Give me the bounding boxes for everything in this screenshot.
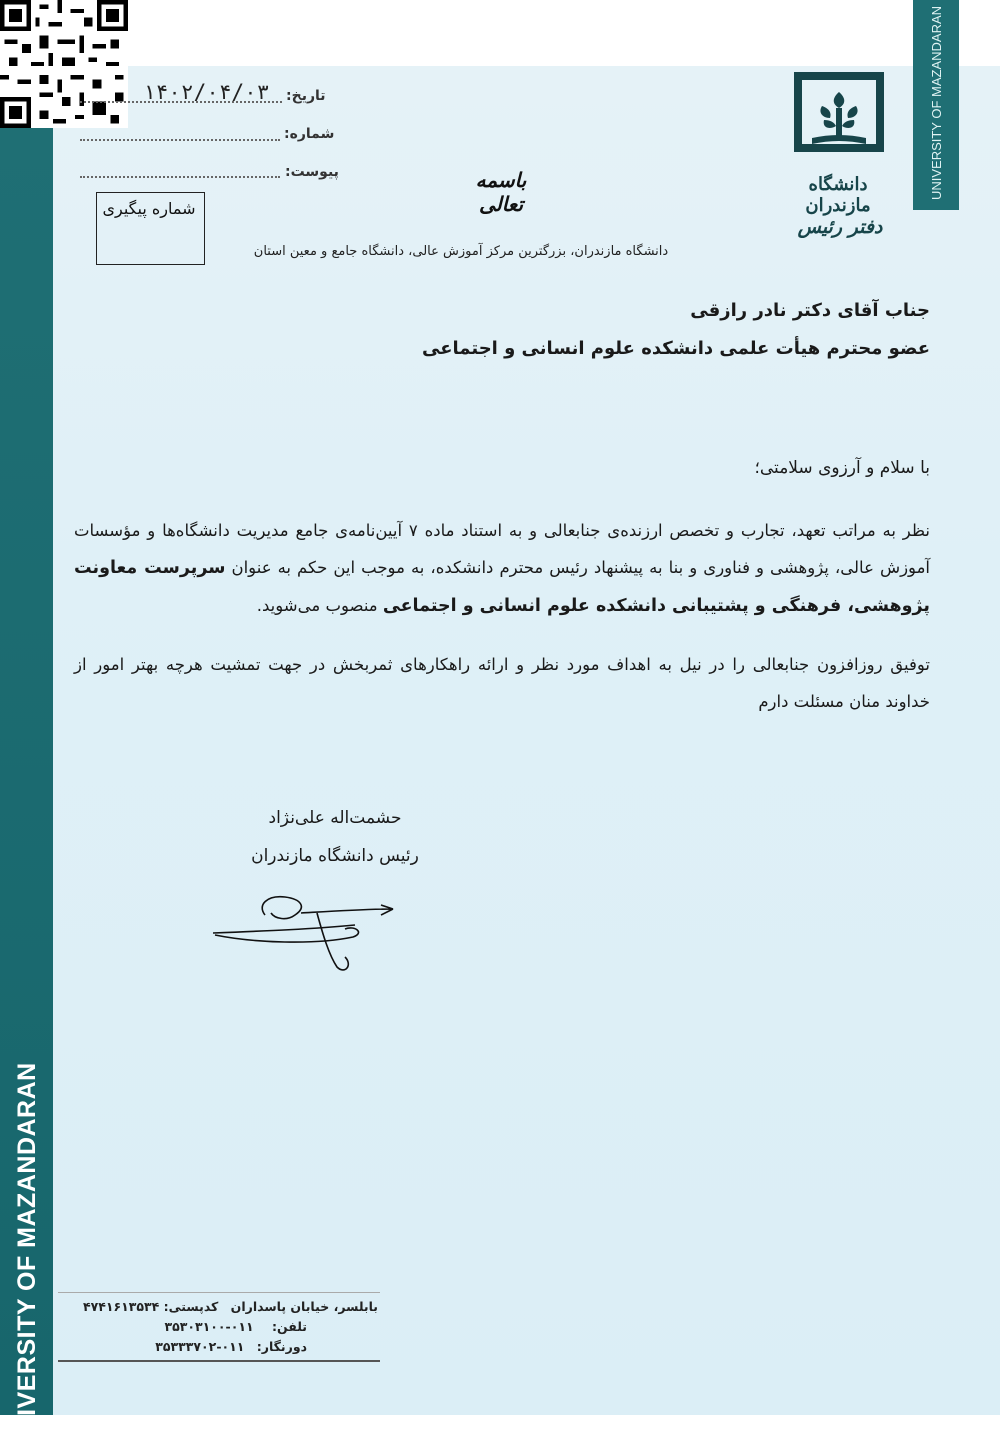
recipient-title: عضو محترم هیأت علمی دانشکده علوم انسانی و اجتماعی: [422, 338, 930, 359]
signer-title: رئیس دانشگاه مازندران: [251, 846, 419, 866]
footer-phone-label: تلفن:: [271, 1319, 307, 1334]
footer-address: بابلسر، خیابان پاسداران: [230, 1299, 378, 1314]
number-label: شماره:: [284, 126, 335, 142]
logo-office-title: دفتر رئیس: [797, 216, 883, 238]
left-brand-bar: [0, 128, 53, 1453]
right-brand-bar: [913, 0, 959, 210]
attachment-label: پیوست:: [285, 164, 339, 180]
tracking-number-box: [96, 192, 205, 265]
top-white-band: [0, 0, 1000, 66]
recipient-name: جناب آقای دکتر نادر رازقی: [690, 300, 930, 321]
university-slogan: دانشگاه مازندران، بزرگترین مرکز آموزش عالی، دانشگاه جامع و معین استان: [253, 244, 669, 259]
appointment-paragraph: [74, 512, 930, 625]
logo-university-name: دانشگاه مازندران: [805, 174, 871, 216]
footer-phone: ۰۱۱-۳۵۳۰۳۱۰۰: [164, 1319, 254, 1334]
date-label: تاریخ:: [286, 88, 326, 104]
appointment-position: سرپرست معاونت پژوهشی، فرهنگی و پشتیبانی دانشکده علوم انسانی و اجتماعی: [74, 558, 930, 616]
university-logo: [792, 72, 886, 262]
left-bar-university-name: UNIVERSITY OF MAZANDARAN: [13, 1062, 41, 1453]
footer-postal-label: کدپستی:: [163, 1299, 219, 1314]
right-bar-university-name: UNIVERSITY OF MAZANDARAN: [929, 5, 944, 201]
footer-postal-code: ۴۷۴۱۶۱۳۵۳۴: [83, 1299, 160, 1314]
handwritten-signature: [205, 885, 405, 975]
footer-address-row: [60, 1299, 378, 1314]
footer-fax: ۰۱۱-۳۵۳۳۳۷۰۲: [155, 1339, 245, 1354]
footer-fax-label: دورنگار:: [256, 1339, 307, 1354]
closing-paragraph: توفیق روزافزون جنابعالی را در نیل به اهداف مورد نظر و ارائه راهکارهای ثمربخش در جهت تمشیت هرچه بهتر امور از خداوند منان مسئلت دارم: [74, 655, 930, 711]
appointment-text-end: منصوب می‌شوید.: [256, 596, 378, 615]
signer-name: حشمت‌اله علی‌نژاد: [268, 808, 402, 828]
bismillah-heading: باسمه تعالی: [475, 168, 527, 216]
footer-fax-row: [127, 1339, 307, 1354]
tracking-number-label: شماره پیگیری: [102, 199, 196, 218]
footer-top-divider: [58, 1292, 380, 1293]
footer-phone-row: [127, 1319, 307, 1334]
date-value: ۱۴۰۲/۰۴/۰۳: [143, 80, 270, 104]
footer-bottom-divider: [58, 1360, 380, 1362]
number-dots: [80, 139, 280, 141]
book-tree-emblem-icon: [792, 72, 886, 172]
appointment-text-start: نظر به مراتب تعهد، تجارب و تخصص ارزنده‌ی جنابعالی و به استناد ماده ۷ آیین‌نامه‌ی جامع مدیریت دانشگاه‌ها و مؤسسات آموزش عالی، پژوهشی و فناوری و بنا به پیشنهاد رئیس محترم دانشکده، به موجب این حکم به عنوان: [74, 521, 931, 577]
attachment-dots: [80, 176, 280, 178]
qr-code: [0, 0, 128, 128]
greeting: با سلام و آرزوی سلامتی؛: [754, 458, 930, 478]
